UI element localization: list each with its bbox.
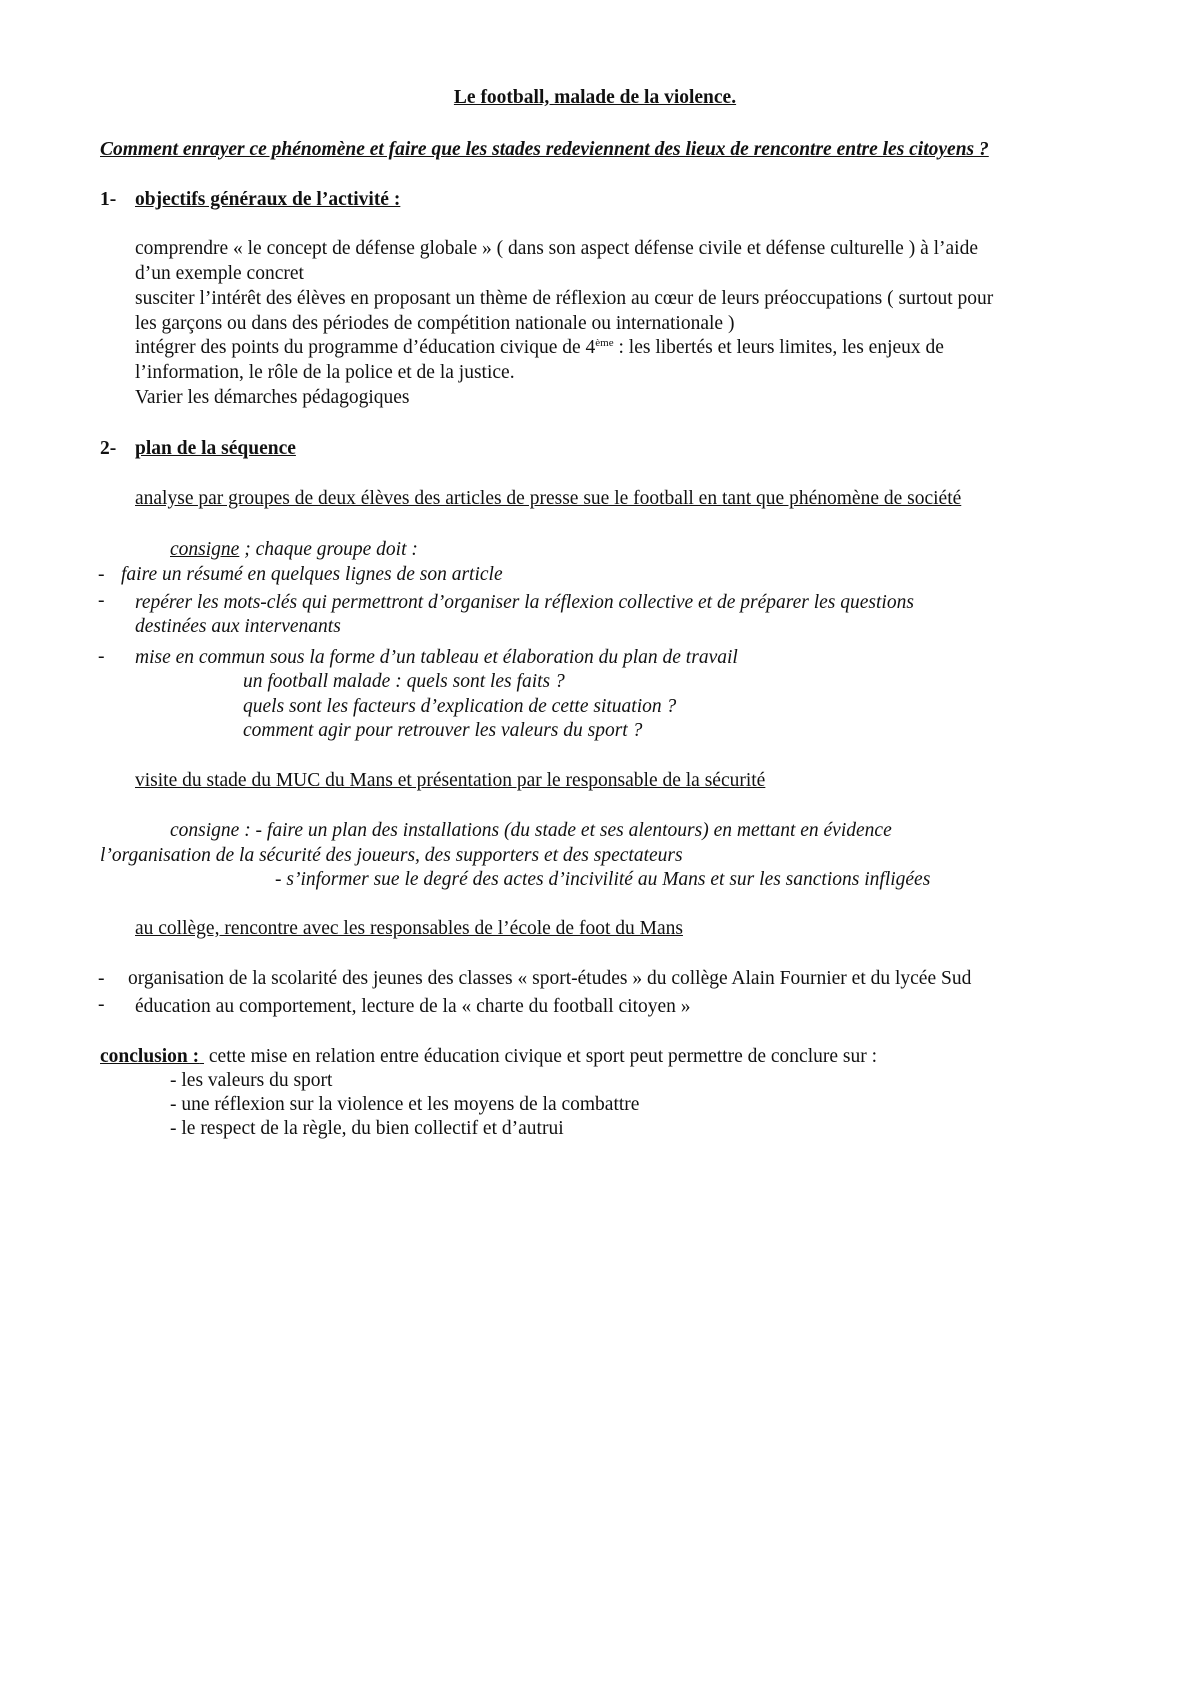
list-dash: - bbox=[98, 646, 105, 667]
section-1-line bbox=[135, 336, 944, 360]
section-1-line: d’un exemple concret bbox=[135, 263, 304, 284]
superscript: ème bbox=[595, 337, 614, 349]
section-1-line: susciter l’intérêt des élèves en proposant un thème de réflexion au cœur de leurs préoccupations ( surtout pour bbox=[135, 288, 994, 309]
conclusion-item: - une réflexion sur la violence et les moyens de la combattre bbox=[170, 1094, 640, 1115]
section-1-number: 1- bbox=[100, 189, 117, 210]
list-item: mise en commun sous la forme d’un tableau et élaboration du plan de travail bbox=[135, 647, 738, 668]
part-b-heading: visite du stade du MUC du Mans et présentation par le responsable de la sécurité bbox=[135, 770, 766, 791]
guiding-question: Comment enrayer ce phénomène et faire que les stades redeviennent des lieux de rencontre entre les citoyens ? bbox=[100, 139, 989, 160]
sub-item: un football malade : quels sont les faits ? bbox=[243, 671, 565, 692]
conclusion-text: cette mise en relation entre éducation civique et sport peut permettre de conclure sur : bbox=[204, 1046, 878, 1067]
line-text: : les libertés et leurs limites, les enjeux de bbox=[618, 337, 944, 358]
list-item: faire un résumé en quelques lignes de son article bbox=[121, 564, 503, 585]
conclusion-label: conclusion : bbox=[100, 1046, 200, 1067]
list-item-continuation: destinées aux intervenants bbox=[135, 616, 341, 637]
consigne-word: consigne bbox=[170, 539, 240, 560]
list-item: repérer les mots-clés qui permettront d’organiser la réflexion collective et de préparer les questions bbox=[135, 592, 914, 613]
list-dash: - bbox=[98, 968, 105, 989]
section-2-number: 2- bbox=[100, 438, 117, 459]
sub-item: comment agir pour retrouver les valeurs du sport ? bbox=[243, 720, 643, 741]
sub-item: quels sont les facteurs d’explication de cette situation ? bbox=[243, 696, 677, 717]
section-2-heading: plan de la séquence bbox=[135, 438, 296, 459]
part-a-consigne bbox=[170, 538, 418, 562]
section-1-line: comprendre « le concept de défense globale » ( dans son aspect défense civile et défense culturelle ) à l’aide bbox=[135, 238, 978, 259]
list-dash: - bbox=[98, 590, 105, 611]
part-b-line: - s’informer sue le degré des actes d’incivilité au Mans et sur les sanctions infligées bbox=[275, 869, 931, 890]
list-item: éducation au comportement, lecture de la « charte du football citoyen » bbox=[135, 996, 691, 1017]
conclusion-line bbox=[100, 1045, 877, 1069]
list-dash: - bbox=[98, 564, 105, 585]
part-a-heading: analyse par groupes de deux élèves des articles de presse sue le football en tant que phénomène de société bbox=[135, 488, 962, 509]
section-1-line: l’information, le rôle de la police et de la justice. bbox=[135, 362, 515, 383]
list-dash: - bbox=[98, 994, 105, 1015]
part-b-line: consigne : - faire un plan des installations (du stade et ses alentours) en mettant en évidence bbox=[170, 820, 892, 841]
document-title: Le football, malade de la violence. bbox=[453, 87, 737, 108]
conclusion-item: - les valeurs du sport bbox=[170, 1070, 333, 1091]
part-b-line: l’organisation de la sécurité des joueurs, des supporters et des spectateurs bbox=[100, 845, 683, 866]
part-c-heading: au collège, rencontre avec les responsables de l’école de foot du Mans bbox=[135, 918, 683, 939]
consigne-rest: ; chaque groupe doit : bbox=[239, 539, 418, 560]
section-1-heading: objectifs généraux de l’activité : bbox=[135, 189, 401, 210]
line-text: intégrer des points du programme d’éducation civique de 4 bbox=[135, 337, 596, 358]
conclusion-item: - le respect de la règle, du bien collectif et d’autrui bbox=[170, 1118, 564, 1139]
section-1-line: Varier les démarches pédagogiques bbox=[135, 387, 410, 408]
list-item: organisation de la scolarité des jeunes des classes « sport-études » du collège Alain Fournier et du lycée Sud bbox=[128, 968, 972, 989]
section-1-line: les garçons ou dans des périodes de compétition nationale ou internationale ) bbox=[135, 313, 735, 334]
